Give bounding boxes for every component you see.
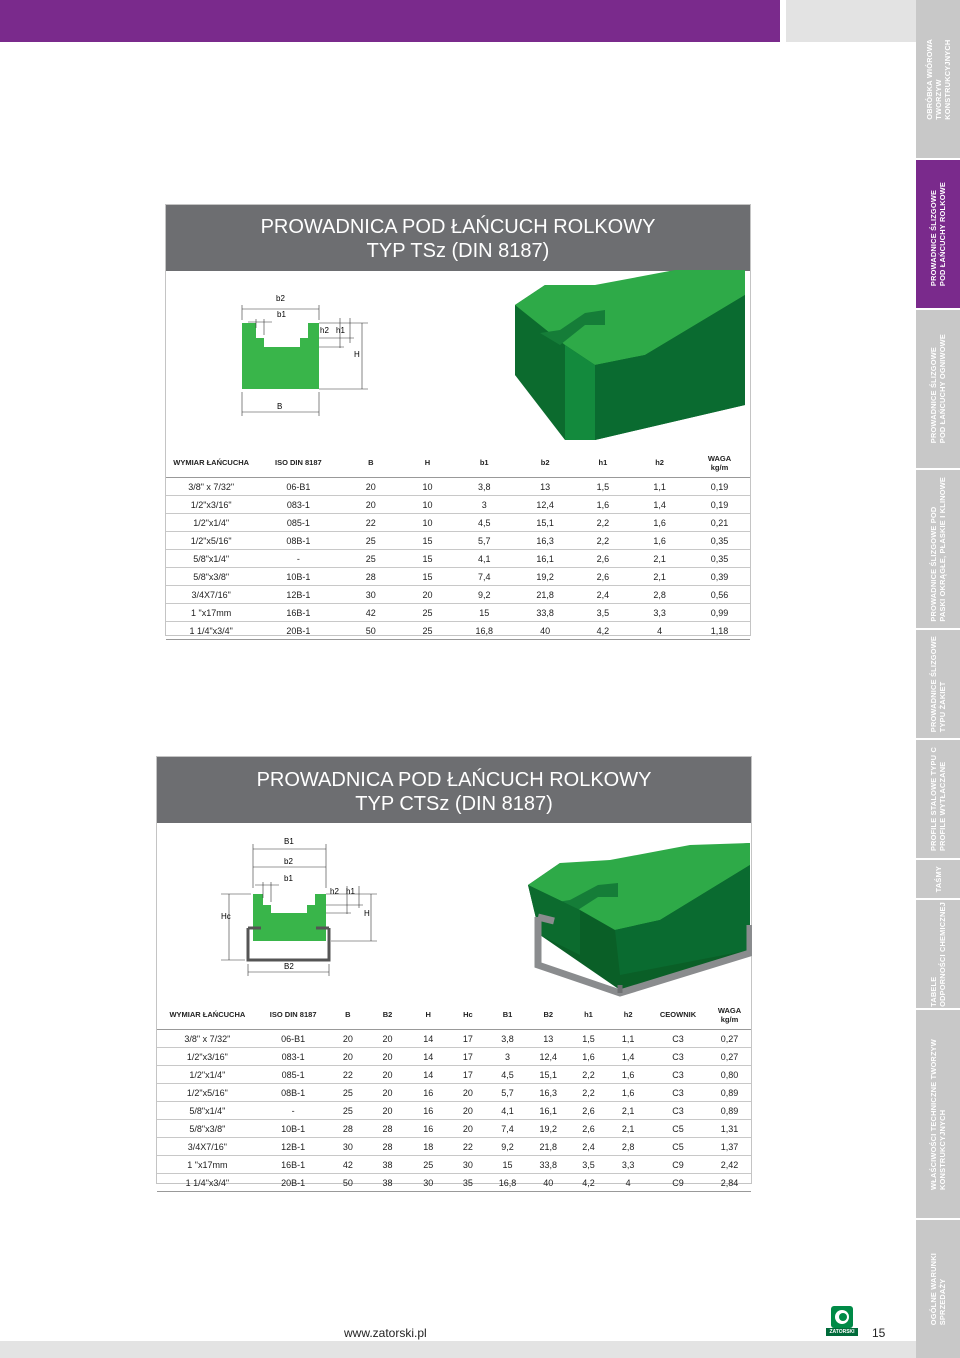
table-cell: C5 bbox=[648, 1120, 708, 1138]
table-cell: 2,6 bbox=[569, 1102, 609, 1120]
table-cell: 3,5 bbox=[569, 1156, 609, 1174]
table-cell: 25 bbox=[401, 622, 454, 640]
table-row bbox=[157, 1030, 751, 1048]
table-header-row bbox=[157, 1000, 751, 1030]
table-cell: 15,1 bbox=[528, 1066, 569, 1084]
diagram-label-b1: b1 bbox=[277, 310, 286, 319]
table-cell: 20 bbox=[449, 1102, 488, 1120]
diagram-label-B1: B1 bbox=[284, 837, 294, 846]
table-cell: 08B-1 bbox=[256, 532, 340, 550]
table-cell: 1 1/4"x3/4" bbox=[157, 1174, 258, 1192]
table-cell: 15 bbox=[401, 568, 454, 586]
table-cell: 20 bbox=[329, 1030, 368, 1048]
table-cell: C9 bbox=[648, 1174, 708, 1192]
table-cell: 16 bbox=[408, 1084, 449, 1102]
table-cell: 0,56 bbox=[689, 586, 750, 604]
table-cell: 20 bbox=[449, 1120, 488, 1138]
table-cell: 1,6 bbox=[608, 1084, 648, 1102]
table-cell: 20B-1 bbox=[256, 622, 340, 640]
table-cell: 15 bbox=[454, 604, 515, 622]
table-cell: 1/2"x1/4" bbox=[166, 514, 256, 532]
table-cell: 20 bbox=[367, 1048, 408, 1066]
table-cell: 083-1 bbox=[256, 496, 340, 514]
section2-profile-shape bbox=[253, 894, 326, 941]
table-cell: 06-B1 bbox=[258, 1030, 329, 1048]
table-cell: 3,8 bbox=[487, 1030, 528, 1048]
table-cell: 06-B1 bbox=[256, 478, 340, 496]
table-row bbox=[166, 604, 750, 622]
col-header: B2 bbox=[367, 1000, 408, 1030]
table-cell: 1/2"x3/16" bbox=[157, 1048, 258, 1066]
table-cell: 0,80 bbox=[708, 1066, 751, 1084]
table-cell: 15 bbox=[401, 532, 454, 550]
section1-table-body bbox=[166, 478, 750, 640]
table-cell: 4,5 bbox=[487, 1066, 528, 1084]
table-cell: 1/2"x3/16" bbox=[166, 496, 256, 514]
section1-profile-3d-image bbox=[485, 265, 750, 445]
table-row bbox=[157, 1084, 751, 1102]
table-cell: 3 bbox=[487, 1048, 528, 1066]
diagram-label-h2: h2 bbox=[320, 326, 329, 335]
table-cell: 25 bbox=[340, 532, 401, 550]
table-cell: 9,2 bbox=[487, 1138, 528, 1156]
diagram-label-h1-2: h1 bbox=[346, 887, 355, 896]
table-cell: 1,18 bbox=[689, 622, 750, 640]
table-cell: 2,1 bbox=[608, 1120, 648, 1138]
table-cell: 1 "x17mm bbox=[157, 1156, 258, 1174]
diagram-label-Hc: Hc bbox=[221, 912, 231, 921]
section2-profile-3d-image bbox=[520, 825, 752, 1000]
sidebar-item-tasmy[interactable]: TAŚMY bbox=[916, 860, 960, 900]
table-cell: 16,3 bbox=[528, 1084, 569, 1102]
table-cell: 14 bbox=[408, 1030, 449, 1048]
table-cell: 13 bbox=[515, 478, 576, 496]
col-header: h2 bbox=[630, 448, 689, 478]
top-gray-bar bbox=[786, 0, 916, 42]
sidebar-item-paski[interactable]: PROWADNICE ŚLIZGOWE POD PASKI OKRĄGŁE, PŁASKIE I KLINOWE bbox=[916, 470, 960, 630]
section2-table-body bbox=[157, 1030, 751, 1192]
diagram-label-h1: h1 bbox=[336, 326, 345, 335]
table-cell: 4,5 bbox=[454, 514, 515, 532]
table-row bbox=[166, 550, 750, 568]
table-cell: 20 bbox=[401, 586, 454, 604]
col-header: B1 bbox=[487, 1000, 528, 1030]
table-cell: 16B-1 bbox=[256, 604, 340, 622]
table-cell: 4,2 bbox=[576, 622, 631, 640]
table-cell: 33,8 bbox=[528, 1156, 569, 1174]
table-cell: 1/2"x5/16" bbox=[157, 1084, 258, 1102]
table-cell: 5,7 bbox=[487, 1084, 528, 1102]
table-cell: 16,1 bbox=[528, 1102, 569, 1120]
section1-title-line2: TYP TSz (DIN 8187) bbox=[366, 240, 550, 262]
table-cell: 2,8 bbox=[630, 586, 689, 604]
table-cell: C3 bbox=[648, 1030, 708, 1048]
col-header: B bbox=[340, 448, 401, 478]
table-row bbox=[166, 514, 750, 532]
table-cell: 25 bbox=[329, 1084, 368, 1102]
diagram-label-b2-2: b2 bbox=[284, 857, 293, 866]
table-cell: 3,3 bbox=[608, 1156, 648, 1174]
col-header: B2 bbox=[528, 1000, 569, 1030]
table-cell: 1/2"x5/16" bbox=[166, 532, 256, 550]
table-cell: 20 bbox=[449, 1084, 488, 1102]
table-cell: 14 bbox=[408, 1066, 449, 1084]
table-cell: 0,27 bbox=[708, 1048, 751, 1066]
table-cell: 1,31 bbox=[708, 1120, 751, 1138]
table-cell: 7,4 bbox=[487, 1120, 528, 1138]
table-cell: 5/8"x1/4" bbox=[157, 1102, 258, 1120]
table-row bbox=[166, 586, 750, 604]
table-cell: 5,7 bbox=[454, 532, 515, 550]
sidebar-item-profile[interactable]: PROFILE STALOWE TYPU C PROFILE WYTŁACZANE bbox=[916, 740, 960, 860]
table-cell: 33,8 bbox=[515, 604, 576, 622]
sidebar-item-tabele[interactable]: TABELE ODPORNOŚCI CHEMICZNEJ bbox=[916, 900, 960, 1010]
table-cell: 10B-1 bbox=[256, 568, 340, 586]
table-cell: 1,6 bbox=[576, 496, 631, 514]
table-cell: 25 bbox=[401, 604, 454, 622]
table-cell: - bbox=[258, 1102, 329, 1120]
table-cell: 28 bbox=[329, 1120, 368, 1138]
table-cell: 5/8"x3/8" bbox=[157, 1120, 258, 1138]
table-cell: 12,4 bbox=[515, 496, 576, 514]
table-cell: 1,1 bbox=[608, 1030, 648, 1048]
table-cell: 085-1 bbox=[258, 1066, 329, 1084]
table-cell: 17 bbox=[449, 1066, 488, 1084]
col-header: WYMIAR ŁAŃCUCHA bbox=[157, 1000, 258, 1030]
table-cell: C5 bbox=[648, 1138, 708, 1156]
table-cell: 35 bbox=[449, 1174, 488, 1192]
table-cell: 42 bbox=[340, 604, 401, 622]
table-cell: 20B-1 bbox=[258, 1174, 329, 1192]
table-cell: 7,4 bbox=[454, 568, 515, 586]
logo-text: ZATORSKI bbox=[826, 1328, 858, 1336]
table-cell: 1 "x17mm bbox=[166, 604, 256, 622]
table-cell: 12B-1 bbox=[258, 1138, 329, 1156]
table-cell: 20 bbox=[329, 1048, 368, 1066]
table-cell: 21,8 bbox=[515, 586, 576, 604]
table-cell: 1,37 bbox=[708, 1138, 751, 1156]
footer-url[interactable]: www.zatorski.pl bbox=[344, 1326, 427, 1340]
section2-cross-section-diagram bbox=[215, 836, 385, 981]
col-header: WYMIAR ŁAŃCUCHA bbox=[166, 448, 256, 478]
table-row bbox=[157, 1156, 751, 1174]
table-cell: C3 bbox=[648, 1048, 708, 1066]
table-cell: 0,19 bbox=[689, 478, 750, 496]
sidebar-item-zakiet[interactable]: PROWADNICE ŚLIZGOWE TYPU ŻAKIET bbox=[916, 630, 960, 740]
table-cell: 0,39 bbox=[689, 568, 750, 586]
table-cell: 2,6 bbox=[576, 550, 631, 568]
table-cell: 40 bbox=[515, 622, 576, 640]
table-cell: 12B-1 bbox=[256, 586, 340, 604]
table-cell: 20 bbox=[367, 1084, 408, 1102]
table-cell: 1,6 bbox=[608, 1066, 648, 1084]
table-cell: 20 bbox=[340, 496, 401, 514]
table-cell: 1,1 bbox=[630, 478, 689, 496]
table-cell: 25 bbox=[340, 550, 401, 568]
table-row bbox=[157, 1138, 751, 1156]
table-cell: 50 bbox=[329, 1174, 368, 1192]
table-cell: 13 bbox=[528, 1030, 569, 1048]
table-cell: 085-1 bbox=[256, 514, 340, 532]
diagram-label-h2-2: h2 bbox=[330, 887, 339, 896]
table-cell: 3/8" x 7/32" bbox=[157, 1030, 258, 1048]
table-cell: C3 bbox=[648, 1066, 708, 1084]
table-cell: 50 bbox=[340, 622, 401, 640]
table-cell: 1/2"x1/4" bbox=[157, 1066, 258, 1084]
table-cell: 22 bbox=[340, 514, 401, 532]
table-cell: 10 bbox=[401, 478, 454, 496]
table-cell: 21,8 bbox=[528, 1138, 569, 1156]
table-row bbox=[157, 1066, 751, 1084]
col-header: H bbox=[401, 448, 454, 478]
table-cell: 0,89 bbox=[708, 1084, 751, 1102]
table-cell: 2,1 bbox=[608, 1102, 648, 1120]
table-cell: C3 bbox=[648, 1102, 708, 1120]
table-cell: 15,1 bbox=[515, 514, 576, 532]
table-cell: 20 bbox=[367, 1030, 408, 1048]
table-cell: 0,35 bbox=[689, 532, 750, 550]
table-cell: 3/4X7/16" bbox=[166, 586, 256, 604]
sidebar-item-rolkowe[interactable]: PROWADNICE ŚLIZGOWE POD ŁAŃCUCHY ROLKOWE bbox=[916, 160, 960, 310]
col-header: H bbox=[408, 1000, 449, 1030]
col-header: h2 bbox=[608, 1000, 648, 1030]
sidebar-item-warunki[interactable]: OGÓLNE WARUNKI SPRZEDAŻY bbox=[929, 1252, 947, 1326]
diagram-label-H: H bbox=[354, 350, 360, 359]
table-cell: 10B-1 bbox=[258, 1120, 329, 1138]
table-cell: 38 bbox=[367, 1156, 408, 1174]
table-cell: 30 bbox=[340, 586, 401, 604]
section1-title-line1: PROWADNICA POD ŁAŃCUCH ROLKOWY bbox=[260, 216, 656, 238]
table-cell: 1,4 bbox=[608, 1048, 648, 1066]
table-cell: 16 bbox=[408, 1102, 449, 1120]
table-cell: 20 bbox=[340, 478, 401, 496]
table-cell: 2,84 bbox=[708, 1174, 751, 1192]
table-cell: 083-1 bbox=[258, 1048, 329, 1066]
table-cell: 25 bbox=[329, 1102, 368, 1120]
table-cell: 5/8"x1/4" bbox=[166, 550, 256, 568]
table-row bbox=[166, 568, 750, 586]
table-cell: 18 bbox=[408, 1138, 449, 1156]
diagram-label-b2: b2 bbox=[276, 294, 285, 303]
table-cell: 16,1 bbox=[515, 550, 576, 568]
table-cell: 16,8 bbox=[487, 1174, 528, 1192]
col-header: WAGA kg/m bbox=[708, 1000, 751, 1030]
table-cell: 1,4 bbox=[630, 496, 689, 514]
table-cell: 40 bbox=[528, 1174, 569, 1192]
section1-profile-shape bbox=[242, 323, 319, 389]
section1-cross-section-diagram bbox=[228, 288, 388, 428]
table-cell: 5/8"x3/8" bbox=[166, 568, 256, 586]
table-cell: 30 bbox=[408, 1174, 449, 1192]
section1-title bbox=[166, 205, 750, 271]
table-cell: 42 bbox=[329, 1156, 368, 1174]
table-cell: 1 1/4"x3/4" bbox=[166, 622, 256, 640]
table-cell: 2,2 bbox=[576, 532, 631, 550]
table-cell: 10 bbox=[401, 496, 454, 514]
table-cell: 3/4X7/16" bbox=[157, 1138, 258, 1156]
table-cell: 1,6 bbox=[630, 532, 689, 550]
table-cell: 22 bbox=[329, 1066, 368, 1084]
section2-spec-table bbox=[157, 1000, 751, 1192]
sidebar-item-ogniwowe[interactable]: PROWADNICE ŚLIZGOWE POD ŁAŃCUCHY OGNIWOWE bbox=[916, 310, 960, 470]
table-row bbox=[157, 1048, 751, 1066]
table-cell: 16,8 bbox=[454, 622, 515, 640]
table-cell: 16,3 bbox=[515, 532, 576, 550]
col-header: WAGA kg/m bbox=[689, 448, 750, 478]
section2-title bbox=[157, 757, 751, 823]
table-cell: 2,8 bbox=[608, 1138, 648, 1156]
table-cell: 20 bbox=[367, 1102, 408, 1120]
table-cell: 4 bbox=[630, 622, 689, 640]
table-cell: 2,4 bbox=[569, 1138, 609, 1156]
table-cell: 1,6 bbox=[569, 1048, 609, 1066]
table-cell: 19,2 bbox=[528, 1120, 569, 1138]
table-cell: 2,1 bbox=[630, 568, 689, 586]
table-cell: 20 bbox=[367, 1066, 408, 1084]
table-cell: 19,2 bbox=[515, 568, 576, 586]
logo-icon bbox=[826, 1306, 858, 1328]
table-cell: 3,3 bbox=[630, 604, 689, 622]
col-header: ISO DIN 8187 bbox=[258, 1000, 329, 1030]
diagram-label-H-2: H bbox=[364, 909, 370, 918]
table-cell: C9 bbox=[648, 1156, 708, 1174]
table-row bbox=[157, 1102, 751, 1120]
bottom-gray-bar bbox=[0, 1341, 916, 1358]
table-cell: 16 bbox=[408, 1120, 449, 1138]
table-cell: 2,2 bbox=[576, 514, 631, 532]
table-cell: 30 bbox=[449, 1156, 488, 1174]
table-cell: 15 bbox=[487, 1156, 528, 1174]
table-cell: C3 bbox=[648, 1084, 708, 1102]
top-accent-bar bbox=[0, 0, 780, 42]
table-cell: 17 bbox=[449, 1030, 488, 1048]
table-cell: 08B-1 bbox=[258, 1084, 329, 1102]
table-row bbox=[157, 1120, 751, 1138]
col-header: h1 bbox=[569, 1000, 609, 1030]
table-cell: 2,6 bbox=[569, 1120, 609, 1138]
table-cell: 3,8 bbox=[454, 478, 515, 496]
table-cell: 2,1 bbox=[630, 550, 689, 568]
table-cell: 2,2 bbox=[569, 1084, 609, 1102]
table-cell: 30 bbox=[329, 1138, 368, 1156]
section1-spec-table bbox=[166, 448, 750, 640]
diagram-label-B2: B2 bbox=[284, 962, 294, 971]
table-cell: 4,2 bbox=[569, 1174, 609, 1192]
col-header: B bbox=[329, 1000, 368, 1030]
col-header: Hc bbox=[449, 1000, 488, 1030]
table-row bbox=[166, 478, 750, 496]
zatorski-logo bbox=[826, 1306, 858, 1336]
table-cell: 2,6 bbox=[576, 568, 631, 586]
table-cell: 2,2 bbox=[569, 1066, 609, 1084]
table-cell: 0,27 bbox=[708, 1030, 751, 1048]
section2-title-line1: PROWADNICA POD ŁAŃCUCH ROLKOWY bbox=[256, 769, 652, 791]
table-cell: 0,89 bbox=[708, 1102, 751, 1120]
diagram-label-B: B bbox=[277, 402, 283, 411]
table-cell: 14 bbox=[408, 1048, 449, 1066]
sidebar-item-wlasciwosci[interactable]: WŁAŚCIWOŚCI TECHNICZNE TWORZYW KONSTRUKCYJNYCH bbox=[916, 1010, 960, 1220]
table-cell: 0,99 bbox=[689, 604, 750, 622]
page-number: 15 bbox=[872, 1326, 886, 1340]
table-cell: 10 bbox=[401, 514, 454, 532]
col-header: b1 bbox=[454, 448, 515, 478]
table-row bbox=[166, 622, 750, 640]
table-cell: 4,1 bbox=[454, 550, 515, 568]
table-cell: 1,5 bbox=[576, 478, 631, 496]
table-cell: 22 bbox=[449, 1138, 488, 1156]
col-header: h1 bbox=[576, 448, 631, 478]
col-header: b2 bbox=[515, 448, 576, 478]
sidebar-nav bbox=[916, 0, 960, 1358]
table-cell: - bbox=[256, 550, 340, 568]
table-cell: 3/8" x 7/32" bbox=[166, 478, 256, 496]
table-cell: 3,5 bbox=[576, 604, 631, 622]
table-cell: 3 bbox=[454, 496, 515, 514]
col-header: CEOWNIK bbox=[648, 1000, 708, 1030]
table-cell: 4,1 bbox=[487, 1102, 528, 1120]
table-cell: 28 bbox=[367, 1138, 408, 1156]
table-row bbox=[157, 1174, 751, 1192]
table-cell: 2,4 bbox=[576, 586, 631, 604]
table-cell: 1,5 bbox=[569, 1030, 609, 1048]
table-header-row bbox=[166, 448, 750, 478]
table-row bbox=[166, 496, 750, 514]
table-cell: 9,2 bbox=[454, 586, 515, 604]
table-row bbox=[166, 532, 750, 550]
table-cell: 16B-1 bbox=[258, 1156, 329, 1174]
table-cell: 15 bbox=[401, 550, 454, 568]
table-cell: 38 bbox=[367, 1174, 408, 1192]
table-cell: 4 bbox=[608, 1174, 648, 1192]
table-cell: 28 bbox=[340, 568, 401, 586]
table-cell: 2,42 bbox=[708, 1156, 751, 1174]
table-cell: 28 bbox=[367, 1120, 408, 1138]
col-header: ISO DIN 8187 bbox=[256, 448, 340, 478]
table-cell: 0,19 bbox=[689, 496, 750, 514]
table-cell: 0,35 bbox=[689, 550, 750, 568]
table-cell: 25 bbox=[408, 1156, 449, 1174]
table-cell: 17 bbox=[449, 1048, 488, 1066]
table-cell: 0,21 bbox=[689, 514, 750, 532]
section2-title-line2: TYP CTSz (DIN 8187) bbox=[355, 793, 553, 815]
sidebar-item-obrobka[interactable]: OBRÓBKA WIÓROWA TWORZYW KONSTRUKCYJNYCH bbox=[916, 0, 960, 160]
table-cell: 12,4 bbox=[528, 1048, 569, 1066]
table-cell: 1,6 bbox=[630, 514, 689, 532]
diagram-label-b1-2: b1 bbox=[284, 874, 293, 883]
